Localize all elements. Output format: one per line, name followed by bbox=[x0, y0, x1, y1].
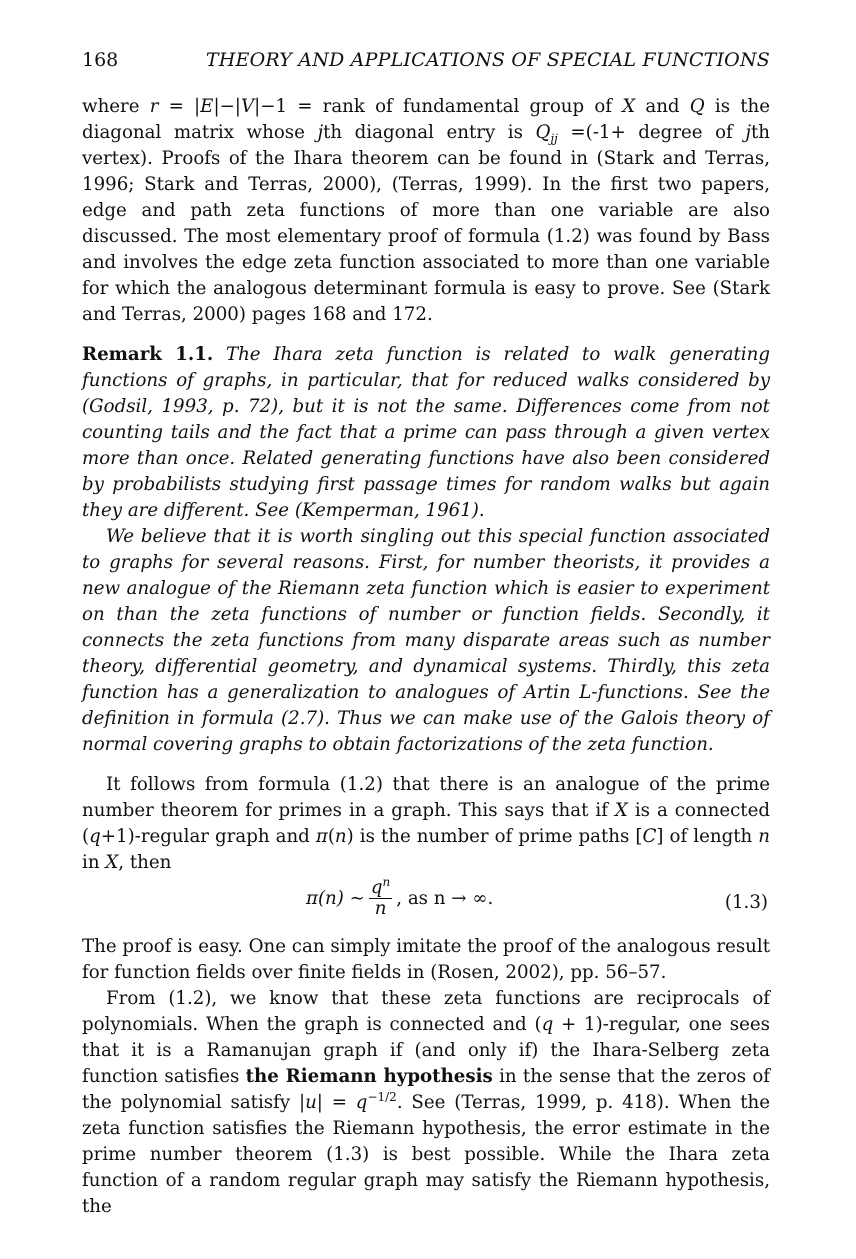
running-header bbox=[82, 48, 770, 72]
equation-1-3 bbox=[82, 876, 770, 934]
paragraph-proof-easy: The proof is easy. One can simply imitate the proof of the analogous result for function fields over finite fields in (Rosen, 2002), pp. 56–57. bbox=[82, 936, 770, 983]
paragraph-riemann-hypothesis: From (1.2), we know that these zeta functions are reciprocals of polynomials. When the graph is connected and (q + 1)-regular, one sees that it is a Ramanujan graph if (and only if) the Ihara-Selberg zeta function satisfies the Riemann hypothesis in the sense that the zeros of the polynomial satisfy $|u| = q^{-1/2}$. See (Terras, 1999, p. 418). When the zeta function satisfies the Riemann hypothesis, the error estimate in the prime number theorem (1.3) is best possible. While the Ihara zeta function of a random regular graph may satisfy the Riemann hypothesis, the bbox=[82, 988, 771, 1217]
remark-1-1-continued bbox=[82, 524, 770, 758]
equation-denominator: n bbox=[374, 898, 387, 919]
equation-number: (1.3) bbox=[724, 892, 768, 913]
remark-body: The Ihara zeta function is related to walk generating functions of graphs, in particular, that for reduced walks considered by (Godsil, 1993, p. 72), but it is not the same. Differences come from not counting tails and the fact that a prime can pass through a given vertex more than once. Related generating functions have also been considered by probabilists studying first passage times for random walks but again they are different. See (Kemperman, 1961). bbox=[82, 344, 770, 521]
remark-body-2: We believe that it is worth singling out this special function associated to graphs for several reasons. First, for number theorists, it provides a new analogue of the Riemann zeta function which is easier to experiment on than the zeta functions of number or function fields. Secondly, it connects the zeta functions from many disparate areas such as number theory, differential geometry, and dynamical systems. Thirdly, this zeta function has a generalization to analogues of Artin L-functions. See the definition in formula (2.7). Thus we can make use of the Galois theory of normal covering graphs to obtain factorizations of the zeta function. bbox=[82, 526, 770, 755]
equation-exponent: n bbox=[382, 874, 391, 889]
riemann-hypothesis-bold: the Riemann hypothesis bbox=[245, 1066, 493, 1087]
paragraph-prime-number-theorem: It follows from formula (1.2) that there is an analogue of the prime number theorem for primes in a graph. This says that if X is a connected (q+1)-regular graph and π(n) is the number of prime paths [C] of length n in X, then bbox=[82, 774, 770, 873]
equation-fraction bbox=[369, 874, 392, 919]
page-number: 168 bbox=[82, 49, 119, 71]
equation-lhs: π(n) ∼ bbox=[306, 888, 365, 909]
remark-label: Remark 1.1. bbox=[82, 344, 214, 365]
equation-numerator: q bbox=[370, 877, 383, 898]
book-page bbox=[82, 48, 770, 1220]
remark-1-1 bbox=[82, 342, 770, 524]
equation-body bbox=[306, 874, 494, 919]
equation-condition: , as n → ∞. bbox=[396, 888, 494, 909]
paragraph-ihara-theorem: where r = |E|−|V|−1 = rank of fundamental group of X and Q is the diagonal matrix whose jth diagonal entry is $Q_{jj} =(-1+$ degree of jth vertex). Proofs of the Ihara theorem can be found in (Stark and Terras, 1996; Stark and Terras, 2000), (Terras, 1999). In the first two papers, edge and path zeta functions of more than one variable are also discussed. The most elementary proof of formula (1.2) was found by Bass and involves the edge zeta function associated to more than one variable for which the analogous determinant formula is easy to prove. See (Stark and Terras, 2000) pages 168 and 172. bbox=[82, 96, 771, 325]
running-title: THEORY AND APPLICATIONS OF SPECIAL FUNCTIONS bbox=[205, 49, 770, 71]
